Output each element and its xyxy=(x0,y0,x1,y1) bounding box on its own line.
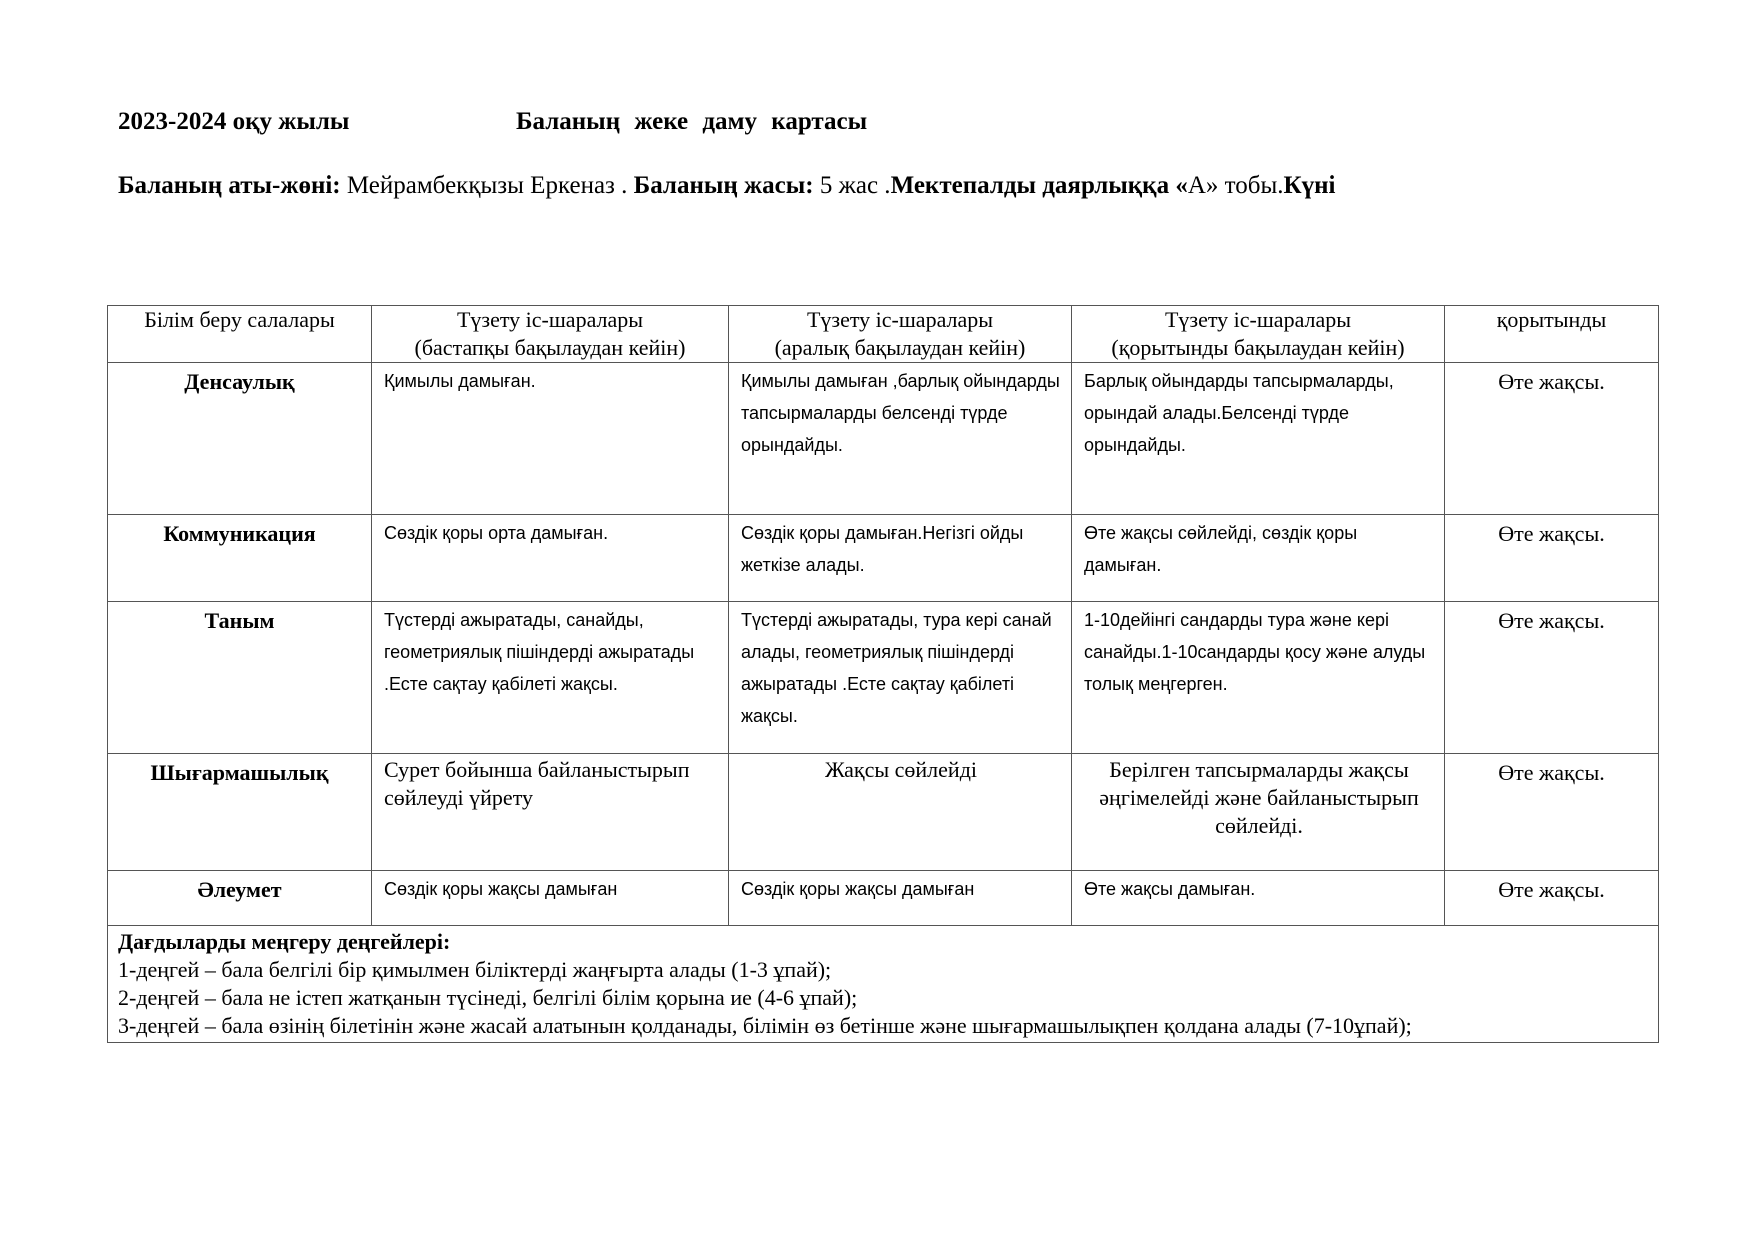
legend-level: 2-деңгей – бала не істеп жатқанын түсінеді, белгілі білім қорына ие (4-6 ұпай); xyxy=(118,985,858,1010)
table-row xyxy=(108,871,1659,926)
column-header: Білім беру салалары xyxy=(108,306,372,363)
group-label: Мектепалды даярлыққа « xyxy=(890,172,1188,199)
final-cell: Өте жақсы сөйлейді, сөздік қоры дамыған. xyxy=(1072,515,1445,602)
interim-cell: Жақсы сөйлейді xyxy=(729,754,1072,871)
area-cell: Таным xyxy=(108,602,372,754)
name-label: Баланың аты-жөні: xyxy=(118,172,341,199)
table-row xyxy=(108,754,1659,871)
legend-level: 3-деңгей – бала өзінің білетінін және жасай алатынын қолданады, білімін өз бетінше және шығармашылықпен қолдана алады (7-10ұпай); xyxy=(118,1013,1412,1038)
initial-cell: Сурет бойынша байланыстырып сөйлеуді үйрету xyxy=(372,754,729,871)
area-cell: Әлеумет xyxy=(108,871,372,926)
final-cell: Барлық ойындарды тапсырмаларды, орындай алады.Белсенді түрде орындайды. xyxy=(1072,363,1445,515)
column-header: қорытынды xyxy=(1445,306,1659,363)
result-cell: Өте жақсы. xyxy=(1445,363,1659,515)
area-cell: Шығармашылық xyxy=(108,754,372,871)
table-row xyxy=(108,602,1659,754)
result-cell: Өте жақсы. xyxy=(1445,515,1659,602)
initial-cell: Түстерді ажыратады, санайды, геометриялық пішіндерді ажыратады .Есте сақтау қабілеті жақсы. xyxy=(372,602,729,754)
column-header: Түзету іс-шаралары (қорытынды бақылаудан кейін) xyxy=(1072,306,1445,363)
age-value: 5 жас . xyxy=(813,172,891,199)
page-title: Баланың жеке даму картасы xyxy=(516,108,868,135)
document-title-line xyxy=(118,108,867,136)
final-cell: Өте жақсы дамыған. xyxy=(1072,871,1445,926)
legend-title: Дағдыларды меңгеру деңгейлері: xyxy=(118,929,451,954)
interim-cell: Сөздік қоры жақсы дамыған xyxy=(729,871,1072,926)
interim-cell: Түстерді ажыратады, тура кері санай алады, геометриялық пішіндерді ажыратады .Есте сақтау қабілеті жақсы. xyxy=(729,602,1072,754)
area-cell: Коммуникация xyxy=(108,515,372,602)
name-value: Мейрамбекқызы Еркеназ . xyxy=(340,172,634,199)
legend-cell xyxy=(108,926,1659,1043)
table-header-row xyxy=(108,306,1659,363)
interim-cell: Қимылы дамыған ,барлық ойындарды тапсырмаларды белсенді түрде орындайды. xyxy=(729,363,1072,515)
group-value: А» тобы. xyxy=(1187,172,1284,199)
table-row xyxy=(108,363,1659,515)
final-cell: 1-10дейінгі сандарды тура және кері санайды.1-10сандарды қосу және алуды толық меңгерген. xyxy=(1072,602,1445,754)
initial-cell: Сөздік қоры орта дамыған. xyxy=(372,515,729,602)
result-cell: Өте жақсы. xyxy=(1445,602,1659,754)
column-header: Түзету іс-шаралары (аралық бақылаудан кейін) xyxy=(729,306,1072,363)
initial-cell: Қимылы дамыған. xyxy=(372,363,729,515)
child-info-line xyxy=(118,172,1335,200)
initial-cell: Сөздік қоры жақсы дамыған xyxy=(372,871,729,926)
academic-year: 2023-2024 оқу жылы xyxy=(118,108,350,135)
age-label: Баланың жасы: xyxy=(633,172,814,199)
area-cell: Денсаулық xyxy=(108,363,372,515)
date-label: Күні xyxy=(1283,172,1336,199)
table-row xyxy=(108,515,1659,602)
result-cell: Өте жақсы. xyxy=(1445,754,1659,871)
interim-cell: Сөздік қоры дамыған.Негізгі ойды жеткізе алады. xyxy=(729,515,1072,602)
development-table xyxy=(107,305,1659,1043)
final-cell: Берілген тапсырмаларды жақсы әңгімелейді және байланыстырып сөйлейді. xyxy=(1072,754,1445,871)
legend-row xyxy=(108,926,1659,1043)
result-cell: Өте жақсы. xyxy=(1445,871,1659,926)
column-header: Түзету іс-шаралары (бастапқы бақылаудан кейін) xyxy=(372,306,729,363)
legend-level: 1-деңгей – бала белгілі бір қимылмен біліктерді жаңғырта алады (1-3 ұпай); xyxy=(118,957,832,982)
